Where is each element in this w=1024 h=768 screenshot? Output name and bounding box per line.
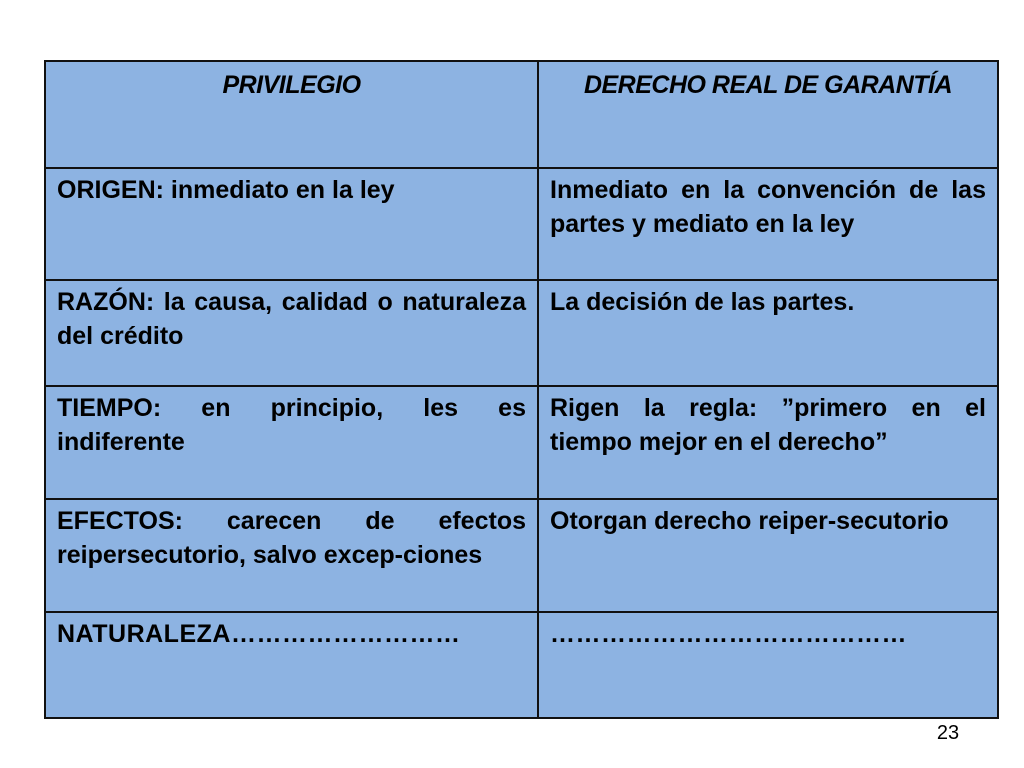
header-privilegio: PRIVILEGIO: [45, 61, 538, 168]
header-derecho-real-de-garantia: DERECHO REAL DE GARANTÍA: [538, 61, 998, 168]
table-row-origen: [45, 168, 998, 280]
table-header-row: [45, 61, 998, 168]
cell-tiempo-derecho-real: Rigen la regla: ”primero en el tiempo mejor en el derecho”: [538, 386, 998, 499]
cell-tiempo-privilegio: TIEMPO: en principio, les es indiferente: [45, 386, 538, 499]
cell-razon-derecho-real: La decisión de las partes.: [538, 280, 998, 386]
table-row-tiempo: [45, 386, 998, 499]
page-number: 23: [936, 722, 960, 744]
cell-origen-derecho-real: Inmediato en la convención de las partes y mediato en la ley: [538, 168, 998, 280]
cell-origen-privilegio: ORIGEN: inmediato en la ley: [45, 168, 538, 280]
cell-efectos-privilegio: EFECTOS: carecen de efectos reipersecutorio, salvo excep-ciones: [45, 499, 538, 612]
comparison-table: [44, 60, 999, 719]
table-row-razon: [45, 280, 998, 386]
cell-razon-privilegio: RAZÓN: la causa, calidad o naturaleza del crédito: [45, 280, 538, 386]
table-row-efectos: [45, 499, 998, 612]
cell-naturaleza-derecho-real: ……………………………………: [538, 612, 998, 718]
cell-naturaleza-privilegio: NATURALEZA………………………: [45, 612, 538, 718]
table-row-naturaleza: [45, 612, 998, 718]
cell-efectos-derecho-real: Otorgan derecho reiper-secutorio: [538, 499, 998, 612]
